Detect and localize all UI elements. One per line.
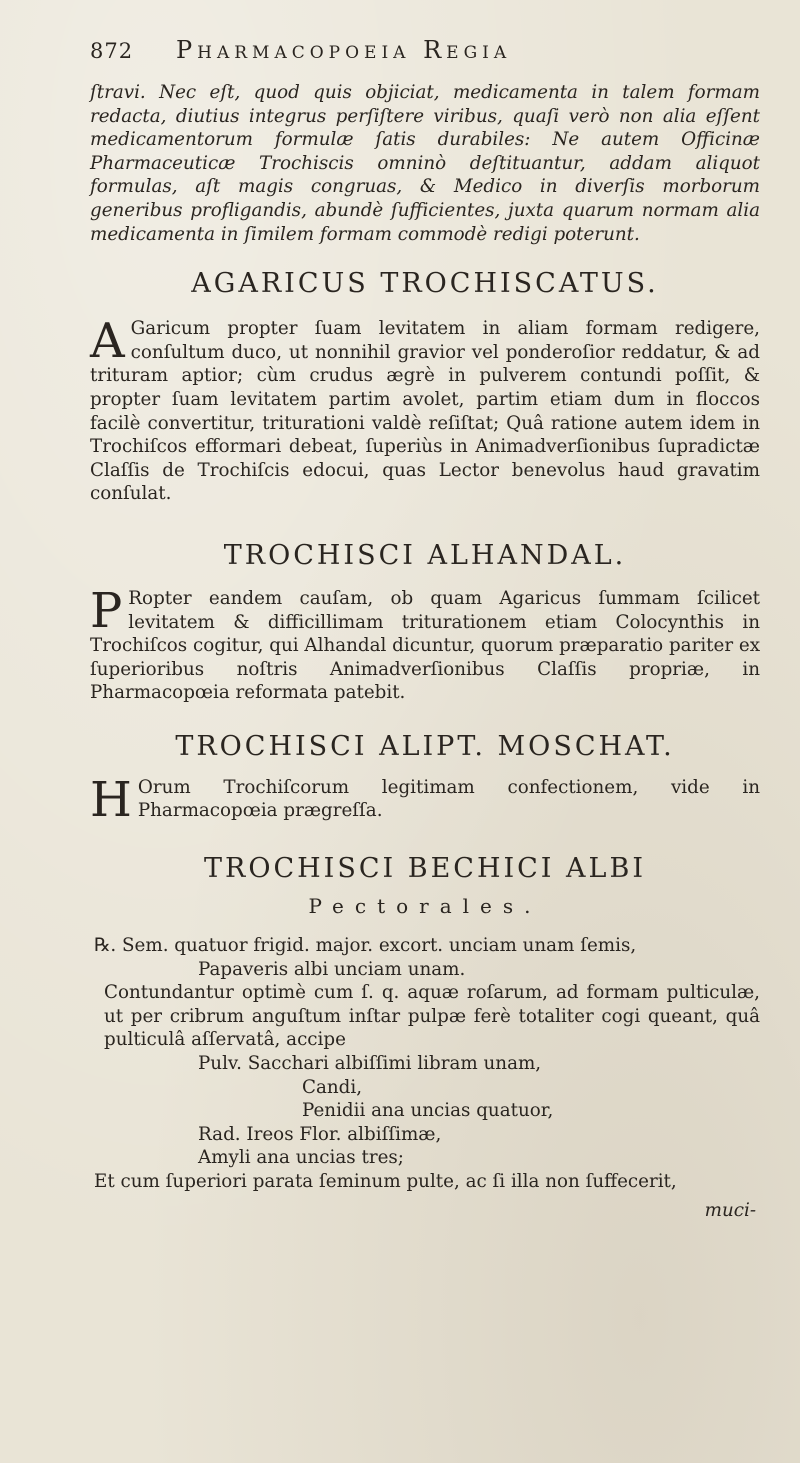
section-body-alhandal <box>90 582 761 705</box>
drop-cap: A <box>90 313 125 370</box>
drop-cap: P <box>90 582 123 639</box>
recipe-line: Amyli ana uncias tres; <box>198 1147 404 1169</box>
recipe-line: Et cum ſuperiori parata ſeminum pulte, ac ſi illa non ſuffecerit, <box>94 1171 677 1192</box>
recipe-line: Rad. Ireos Flor. albiſſimæ, <box>198 1123 442 1145</box>
section-text: Garicum propter ſuam levitatem in aliam formam redigere, conſultum duco, ut nonnihil gravior vel ponderoſior reddatur, & ad trituram aptior; cùm crudus ægrè in pulverem contundi poſſit, & propter ſuam levitatem partim avolet, partim etiam dum in floccos facilè convertitur, triturationi valdè reſiſtat; Quâ ratione autem idem in Trochiſcos efformari debeat, ſuperiùs in Animadverſionibus ſupradictæ Claſſis de Trochiſcis edocui, quas Lector benevolus haud gravatim conſulat. <box>90 318 760 505</box>
intro-paragraph: ſtravi. Nec eſt, quod quis objiciat, medicamenta in talem formam redacta, diutius integrus perſiſtere viribus, quaſi verò non alia eſſent medicamentorum formulæ ſatis durabiles: Ne autem Officinæ Pharmaceuticæ Trochiscis omninò deſtituantur, addam aliquot formulas, aſt magis congruas, & Medico in diverſis morborum generibus profligandis, abundè ſufficientes, juxta quarum normam alia medicamenta in ſimilem formam commodè redigi poterunt. <box>90 82 760 245</box>
recipe-paragraph: Contundantur optimè cum ſ. q. aquæ roſarum, ad formam pulticulæ, ut per cribrum anguſtum inſtar pulpæ ferè totaliter cogi queant, quâ pulticulâ aſſervatâ, accipe <box>104 982 760 1051</box>
recipe-block <box>90 934 760 1194</box>
running-title: Pharmacopoeia Regia <box>176 36 512 64</box>
recipe-line: Candi, <box>302 1076 363 1098</box>
section-subtitle-pectorales: Pectorales. <box>308 894 542 919</box>
recipe-line: Papaveris albi unciam unam. <box>198 958 466 980</box>
page-number: 872 <box>90 39 134 63</box>
section-text: Ropter eandem cauſam, ob quam Agaricus ſummam ſcilicet levitatem & difficillimam triturationem etiam Colocynthis in Trochiſcos cogitur, qui Alhandal dicuntur, quorum præparatio pariter ex ſuperioribus noſtris Animadverſionibus Claſſis propriæ, in Pharmacopœia reformata patebit. <box>90 587 761 704</box>
section-text: Orum Trochiſcorum legitimam confectionem, vide in Pharmacopœia prægreſſa. <box>137 776 760 822</box>
section-body-alipt-moschat <box>90 771 760 828</box>
section-title-alhandal: TROCHISCI ALHANDAL. <box>223 539 627 571</box>
section-title-alipt-moschat: TROCHISCI ALIPT. MOSCHAT. <box>175 730 675 762</box>
drop-cap: H <box>90 771 132 828</box>
recipe-line: Penidii ana uncias quatuor, <box>302 1100 554 1122</box>
section-title-agaricus: AGARICUS TROCHISCATUS. <box>191 268 659 300</box>
recipe-line: Pulv. Sacchari albiſſimi libram unam, <box>198 1053 542 1075</box>
recipe-line: ℞. Sem. quatuor frigid. major. excort. unciam unam ſemis, <box>94 935 637 957</box>
section-body-agaricus <box>90 313 760 506</box>
catchword: muci- <box>704 1199 756 1221</box>
section-title-bechici-albi: TROCHISCI BECHICI ALBI <box>203 853 646 885</box>
book-page <box>90 36 760 1436</box>
running-head <box>90 36 760 77</box>
